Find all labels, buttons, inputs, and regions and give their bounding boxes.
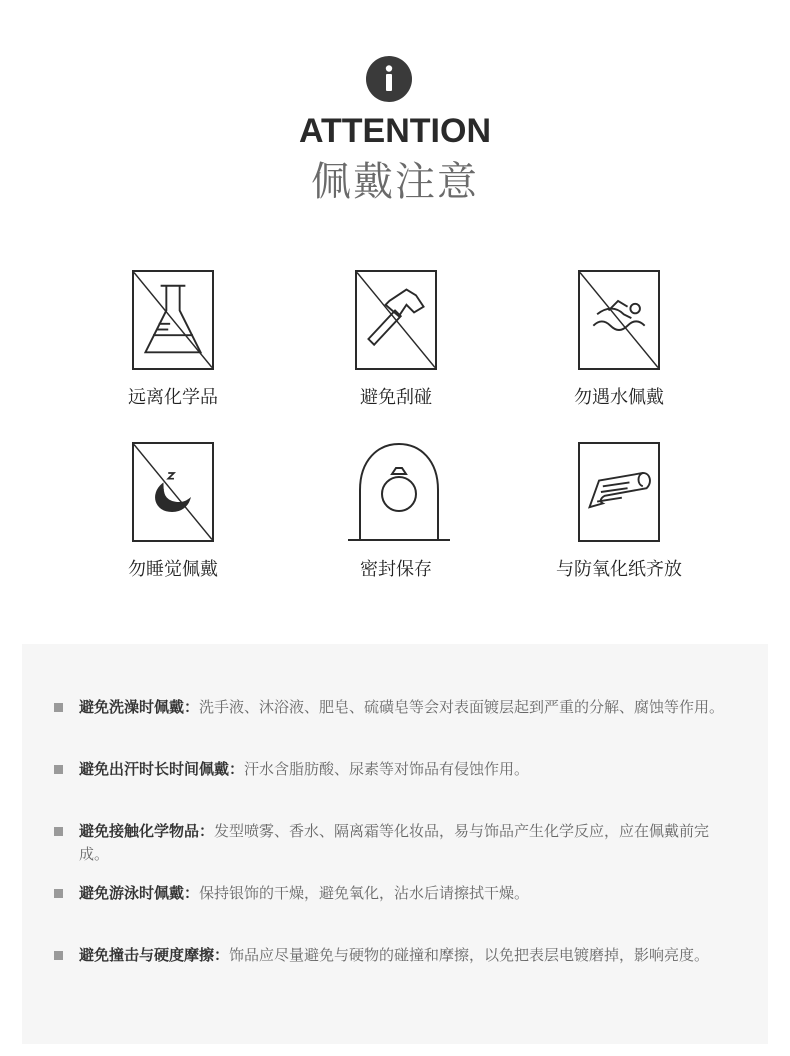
square-bullet-icon — [54, 951, 63, 960]
anti-oxidation-paper-icon — [578, 442, 660, 542]
icon-label-water: 勿遇水佩戴 — [574, 387, 664, 408]
no-scratch-icon — [355, 270, 437, 370]
icon-label-paper: 与防氧化纸齐放 — [556, 559, 682, 580]
note-heading: 避免洗澡时佩戴： — [79, 698, 200, 716]
care-notes-panel — [22, 644, 768, 1044]
square-bullet-icon — [54, 703, 63, 712]
note-heading: 避免撞击与硬度摩擦： — [79, 946, 230, 964]
note-item — [56, 696, 736, 719]
icon-label-sealed: 密封保存 — [360, 559, 432, 580]
no-water-icon — [578, 270, 660, 370]
icon-label-scratch: 避免刮碰 — [360, 387, 432, 408]
note-body: 保持银饰的干燥，避免氧化，沾水后请擦拭干燥。 — [199, 884, 530, 902]
note-item — [56, 758, 736, 781]
title-chinese: 佩戴注意 — [311, 159, 479, 205]
title-english: ATTENTION — [298, 112, 491, 150]
icon-label-sleep: 勿睡觉佩戴 — [128, 559, 218, 580]
note-heading: 避免游泳时佩戴： — [79, 884, 200, 902]
no-sleep-icon — [132, 442, 214, 542]
square-bullet-icon — [54, 765, 63, 774]
info-icon — [366, 56, 412, 102]
note-body: 汗水含脂肪酸、尿素等对饰品有侵蚀作用。 — [244, 760, 530, 778]
note-item — [56, 882, 736, 905]
square-bullet-icon — [54, 827, 63, 836]
sealed-storage-icon — [344, 440, 454, 544]
note-body: 洗手液、沐浴液、肥皂、硫磺皂等会对表面镀层起到严重的分解、腐蚀等作用。 — [199, 698, 725, 716]
icon-label-chemicals: 远离化学品 — [128, 387, 218, 408]
note-item — [56, 820, 736, 866]
no-chemicals-icon — [132, 270, 214, 370]
note-item — [56, 944, 736, 967]
note-heading: 避免接触化学物品： — [79, 822, 215, 840]
note-body: 饰品应尽量避免与硬物的碰撞和摩擦，以免把表层电镀磨掉，影响亮度。 — [229, 946, 710, 964]
square-bullet-icon — [54, 889, 63, 898]
note-body: 发型喷雾、香水、隔离霜等化妆品，易与饰品产生化学反应，应在佩戴前完成。 — [79, 822, 710, 863]
note-heading: 避免出汗时长时间佩戴： — [79, 760, 245, 778]
